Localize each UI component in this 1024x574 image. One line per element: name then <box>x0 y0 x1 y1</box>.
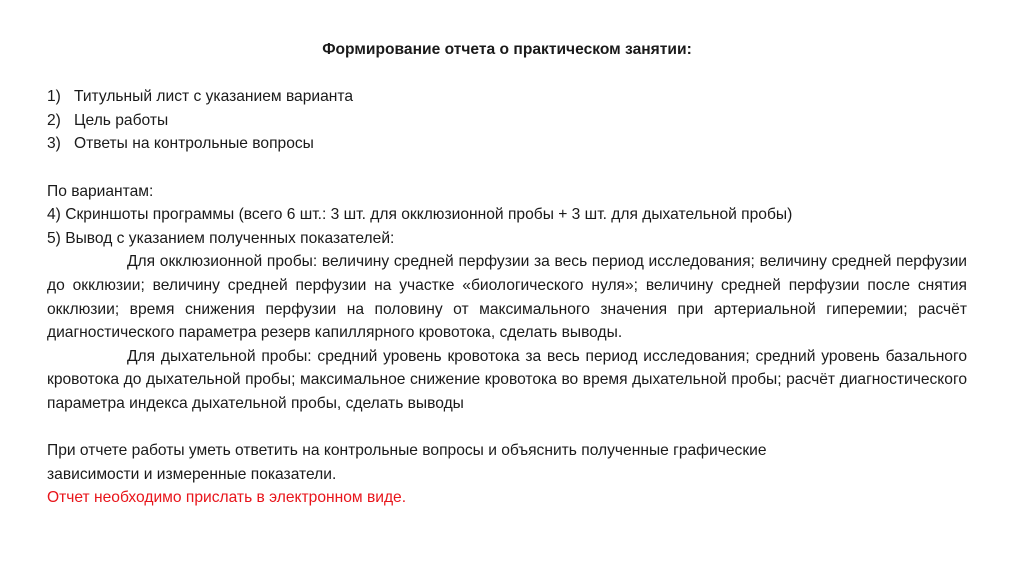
list-item <box>47 132 967 156</box>
list-item-text: Титульный лист с указанием варианта <box>74 88 354 106</box>
list-item <box>47 109 967 133</box>
slide-content <box>47 38 967 510</box>
spacer <box>47 62 967 86</box>
occlusion-paragraph: Для окклюзионной пробы: величину средней перфузии за весь период исследования; величину средней перфузии до окклюзии; величину средней перфузии на участке «биологического нуля»; величину средней перфузии после снятия окклюзии; время снижения перфузии на половину от максимального значения при артериальной гиперемии; расчёт диагностического параметра резерв капиллярного кровотока, сделать выводы. <box>47 253 967 342</box>
warning-text: Отчет необходимо прислать в электронном виде. <box>47 489 407 507</box>
spacer <box>47 156 967 180</box>
list-item-number: 3) <box>47 135 61 153</box>
list-item-number: 1) <box>47 88 61 106</box>
list-item-number: 2) <box>47 111 61 129</box>
list-item-text: Цель работы <box>74 111 169 129</box>
page-title: Формирование отчета о практическом занятии: <box>322 41 692 58</box>
footer-note-line: При отчете работы уметь ответить на контрольные вопросы и объяснить полученные графические <box>47 442 767 460</box>
item-screenshots: 4) Скриншоты программы (всего 6 шт.: 3 шт. для окклюзионной пробы + 3 шт. для дыхательной пробы) <box>47 206 793 224</box>
footer-note-line: зависимости и измеренные показатели. <box>47 465 337 483</box>
item-conclusion: 5) Вывод с указанием полученных показателей: <box>47 229 395 247</box>
list-item-text: Ответы на контрольные вопросы <box>74 135 314 153</box>
spacer <box>47 416 967 440</box>
variants-heading: По вариантам: <box>47 182 154 200</box>
list-item <box>47 85 967 109</box>
breathing-paragraph: Для дыхательной пробы: средний уровень кровотока за весь период исследования; средний уровень базального кровотока до дыхательной пробы; максимальное снижение кровотока во время дыхательной пробы; расчёт диагностического параметра индекса дыхательной пробы, сделать выводы <box>47 347 967 412</box>
footer-note <box>47 439 967 486</box>
